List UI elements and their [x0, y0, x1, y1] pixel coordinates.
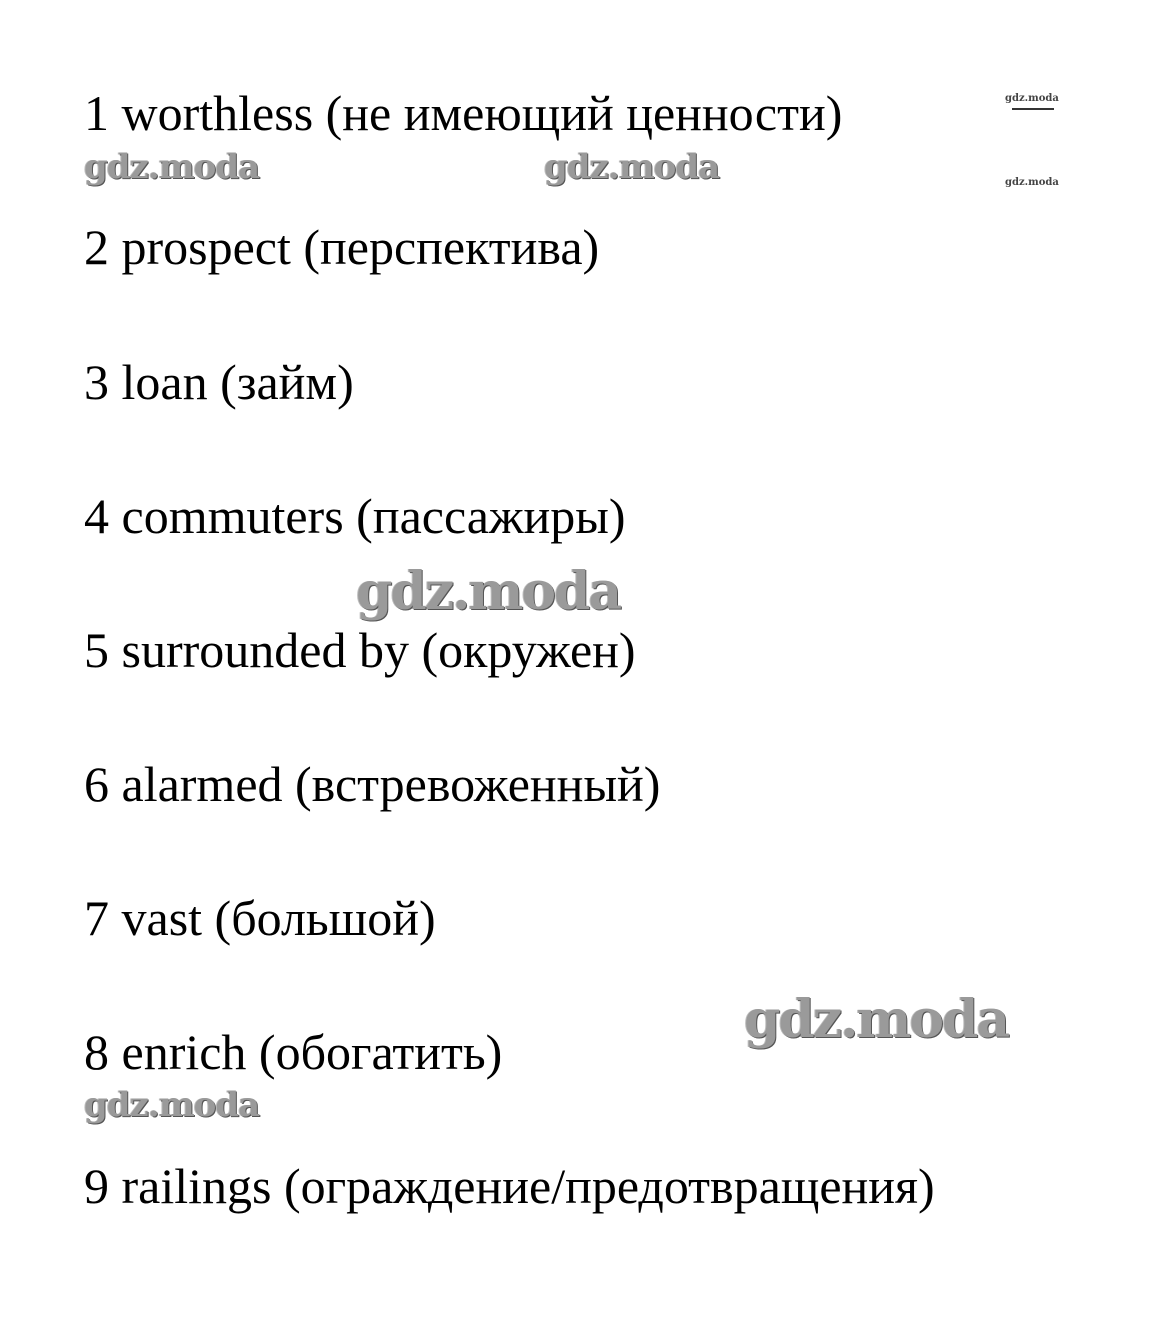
- watermark: gdz.moda: [84, 1085, 260, 1125]
- entry-8: 8 enrich (обогатить): [84, 1024, 503, 1080]
- entry-7: 7 vast (большой): [84, 890, 436, 946]
- watermark: gdz.moda: [544, 147, 720, 187]
- entry-4: 4 commuters (пассажиры): [84, 488, 626, 544]
- entry-3: 3 loan (займ): [84, 354, 354, 410]
- entry-1: 1 worthless (не имеющий ценности): [84, 85, 843, 141]
- watermark: gdz.moda: [84, 147, 260, 187]
- entry-9: 9 railings (ограждение/предотвращения): [84, 1158, 935, 1214]
- watermark: gdz.moda: [744, 989, 1009, 1050]
- watermark: gdz.moda: [1005, 177, 1059, 188]
- watermark: gdz.moda: [1005, 93, 1059, 104]
- entry-5: 5 surrounded by (окружен): [84, 622, 636, 678]
- entry-2: 2 prospect (перспектива): [84, 219, 600, 275]
- divider: [1012, 108, 1054, 110]
- entry-6: 6 alarmed (встревоженный): [84, 756, 661, 812]
- watermark: gdz.moda: [356, 561, 621, 622]
